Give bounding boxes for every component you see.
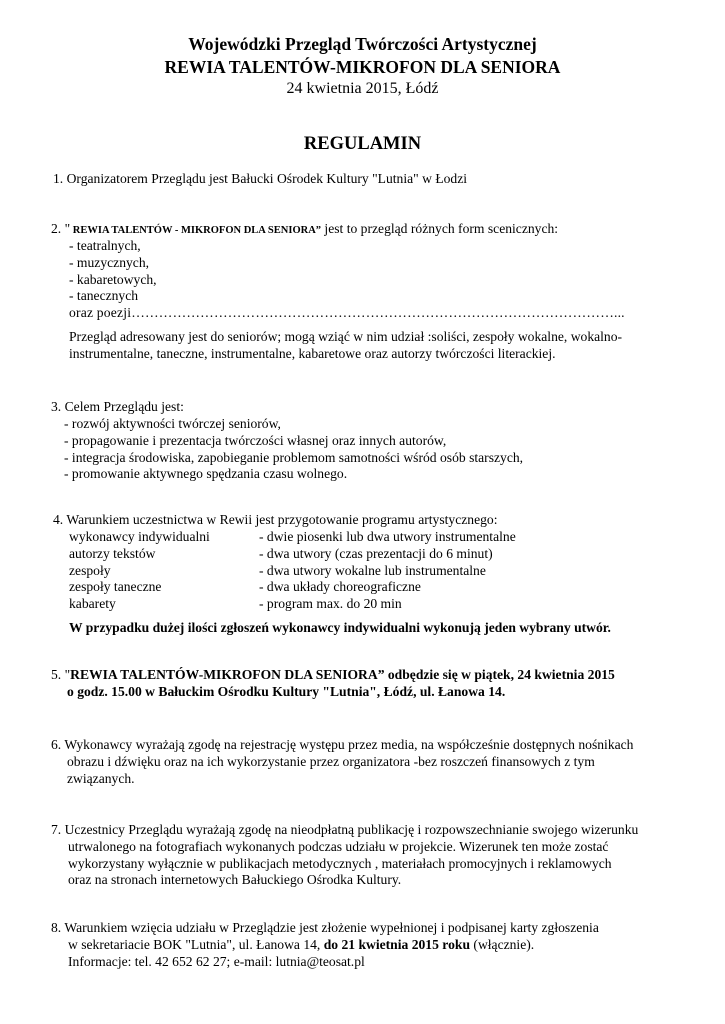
section-3-heading: 3. Celem Przeglądu jest: [51, 399, 184, 414]
registration-inclusive: (włącznie). [470, 936, 535, 952]
program-requirement: - program max. do 20 min [259, 596, 402, 612]
event-name: REWIA TALENTÓW-MIKROFON DLA SENIORA [164, 57, 561, 77]
paragraph-line: związanych. [67, 770, 135, 786]
section-4-note: W przypadku dużej ilości zgłoszeń wykonawcy indywidualni wykonują jeden wybrany utwór. [69, 620, 611, 635]
list-item: - kabaretowych, [69, 271, 157, 287]
section-2-paragraph [69, 329, 622, 363]
list-item: - promowanie aktywnego spędzania czasu wolnego. [64, 466, 348, 482]
participant-type: zespoły taneczne [69, 579, 162, 595]
registration-deadline: do 21 kwietnia 2015 roku [323, 936, 471, 952]
paragraph-line: wykorzystany wyłącznie w publikacjach metodycznych , materiałach promocyjnych i reklamowych [68, 855, 612, 871]
section-2-heading [51, 221, 558, 240]
list-item: - integracja środowiska, zapobieganie problemom samotności wśród osób starszych, [64, 449, 524, 465]
table-row [69, 596, 589, 613]
table-row [69, 546, 589, 563]
paragraph-line: instrumentalne, taneczne, instrumentalne, kabaretowe oraz autorzy twórczości literackiej. [69, 345, 556, 361]
section-4-heading: 4. Warunkiem uczestnictwa w Rewii jest przygotowanie programu artystycznego: [53, 512, 498, 527]
participant-type: kabarety [69, 596, 116, 612]
program-requirement: - dwa układy choreograficzne [259, 579, 421, 595]
list-item: - tanecznych [69, 288, 139, 304]
table-row [69, 529, 589, 546]
paragraph-line: oraz na stronach internetowych Bałuckiego Ośrodka Kultury. [68, 872, 402, 888]
paragraph-line: 6. Wykonawcy wyrażają zgodę na rejestrację występu przez media, na współcześnie dostępnych nośnikach [51, 737, 634, 752]
section-4-program-table [69, 529, 589, 613]
program-requirement: - dwie piosenki lub dwa utwory instrumentalne [259, 529, 516, 544]
list-item: - rozwój aktywności twórczej seniorów, [64, 416, 281, 431]
paragraph-line [51, 937, 599, 954]
registration-place: w sekretariacie BOK "Lutnia", ul. Łanowa 14, [68, 936, 324, 952]
section-5-line-2: o godz. 15.00 w Bałuckim Ośrodku Kultury "Lutnia", Łódź, ul. Łanowa 14. [67, 683, 506, 699]
paragraph-line: 7. Uczestnicy Przeglądu wyrażają zgodę na nieodpłatną publikację i rozpowszechnianie swojego wizerunku [51, 822, 639, 837]
paragraph-line: utrwalonego na fotografiach wykonanych podczas udziału w projekcie. Wizerunek ten może zostać [68, 838, 609, 854]
event-date: 24 kwietnia 2015, Łódź [286, 80, 439, 97]
section-5-number: 5. " [51, 667, 71, 682]
section-7 [51, 822, 638, 889]
list-item: oraz poezji……………………………………………………………………………………………... [69, 305, 625, 321]
contact-info: Informacje: tel. 42 652 62 27; e-mail: lutnia@teosat.pl [68, 953, 365, 969]
section-2-text: jest to przegląd różnych form scenicznych: [321, 221, 559, 236]
participant-type: autorzy tekstów [69, 545, 156, 561]
program-requirement: - dwa utwory wokalne lub instrumentalne [259, 562, 486, 578]
section-6 [51, 737, 633, 787]
participant-type: wykonawcy indywidualni [69, 529, 210, 544]
list-item: - muzycznych, [69, 254, 150, 270]
list-item: - propagowanie i prezentacja twórczości własnej oraz innych autorów, [64, 432, 447, 448]
event-title-line: Wojewódzki Przegląd Twórczości Artystycznej [188, 34, 537, 54]
section-3-goals-list [64, 416, 523, 483]
table-row [69, 563, 589, 580]
section-2-number: 2. " [51, 221, 71, 236]
section-2-forms-list [69, 238, 625, 322]
section-5-line-1: REWIA TALENTÓW-MIKROFON DLA SENIORA” odbędzie się w piątek, 24 kwietnia 2015 [70, 667, 615, 682]
section-2-event-name: REWIA TALENTÓW - MIKROFON DLA SENIORA” [70, 225, 322, 236]
document-title: REGULAMIN [303, 134, 422, 154]
section-1: 1. Organizatorem Przeglądu jest Bałucki Ośrodek Kultury "Lutnia" w Łodzi [53, 171, 468, 186]
table-row [69, 579, 589, 596]
section-5 [51, 667, 615, 701]
participant-type: zespoły [69, 562, 111, 578]
list-item: - teatralnych, [69, 238, 141, 253]
paragraph-line: obrazu i dźwięku oraz na ich wykorzystanie przez organizatora -bez roszczeń finansowych z tym [67, 753, 595, 769]
section-8 [51, 920, 599, 970]
paragraph-line: 8. Warunkiem wzięcia udziału w Przeglądzie jest złożenie wypełnionej i podpisanej karty zgłoszenia [51, 920, 599, 935]
paragraph-line: Przegląd adresowany jest do seniorów; mogą wziąć w nim udział :soliści, zespoły wokalne, wokalno- [69, 329, 623, 344]
program-requirement: - dwa utwory (czas prezentacji do 6 minut) [259, 545, 493, 561]
